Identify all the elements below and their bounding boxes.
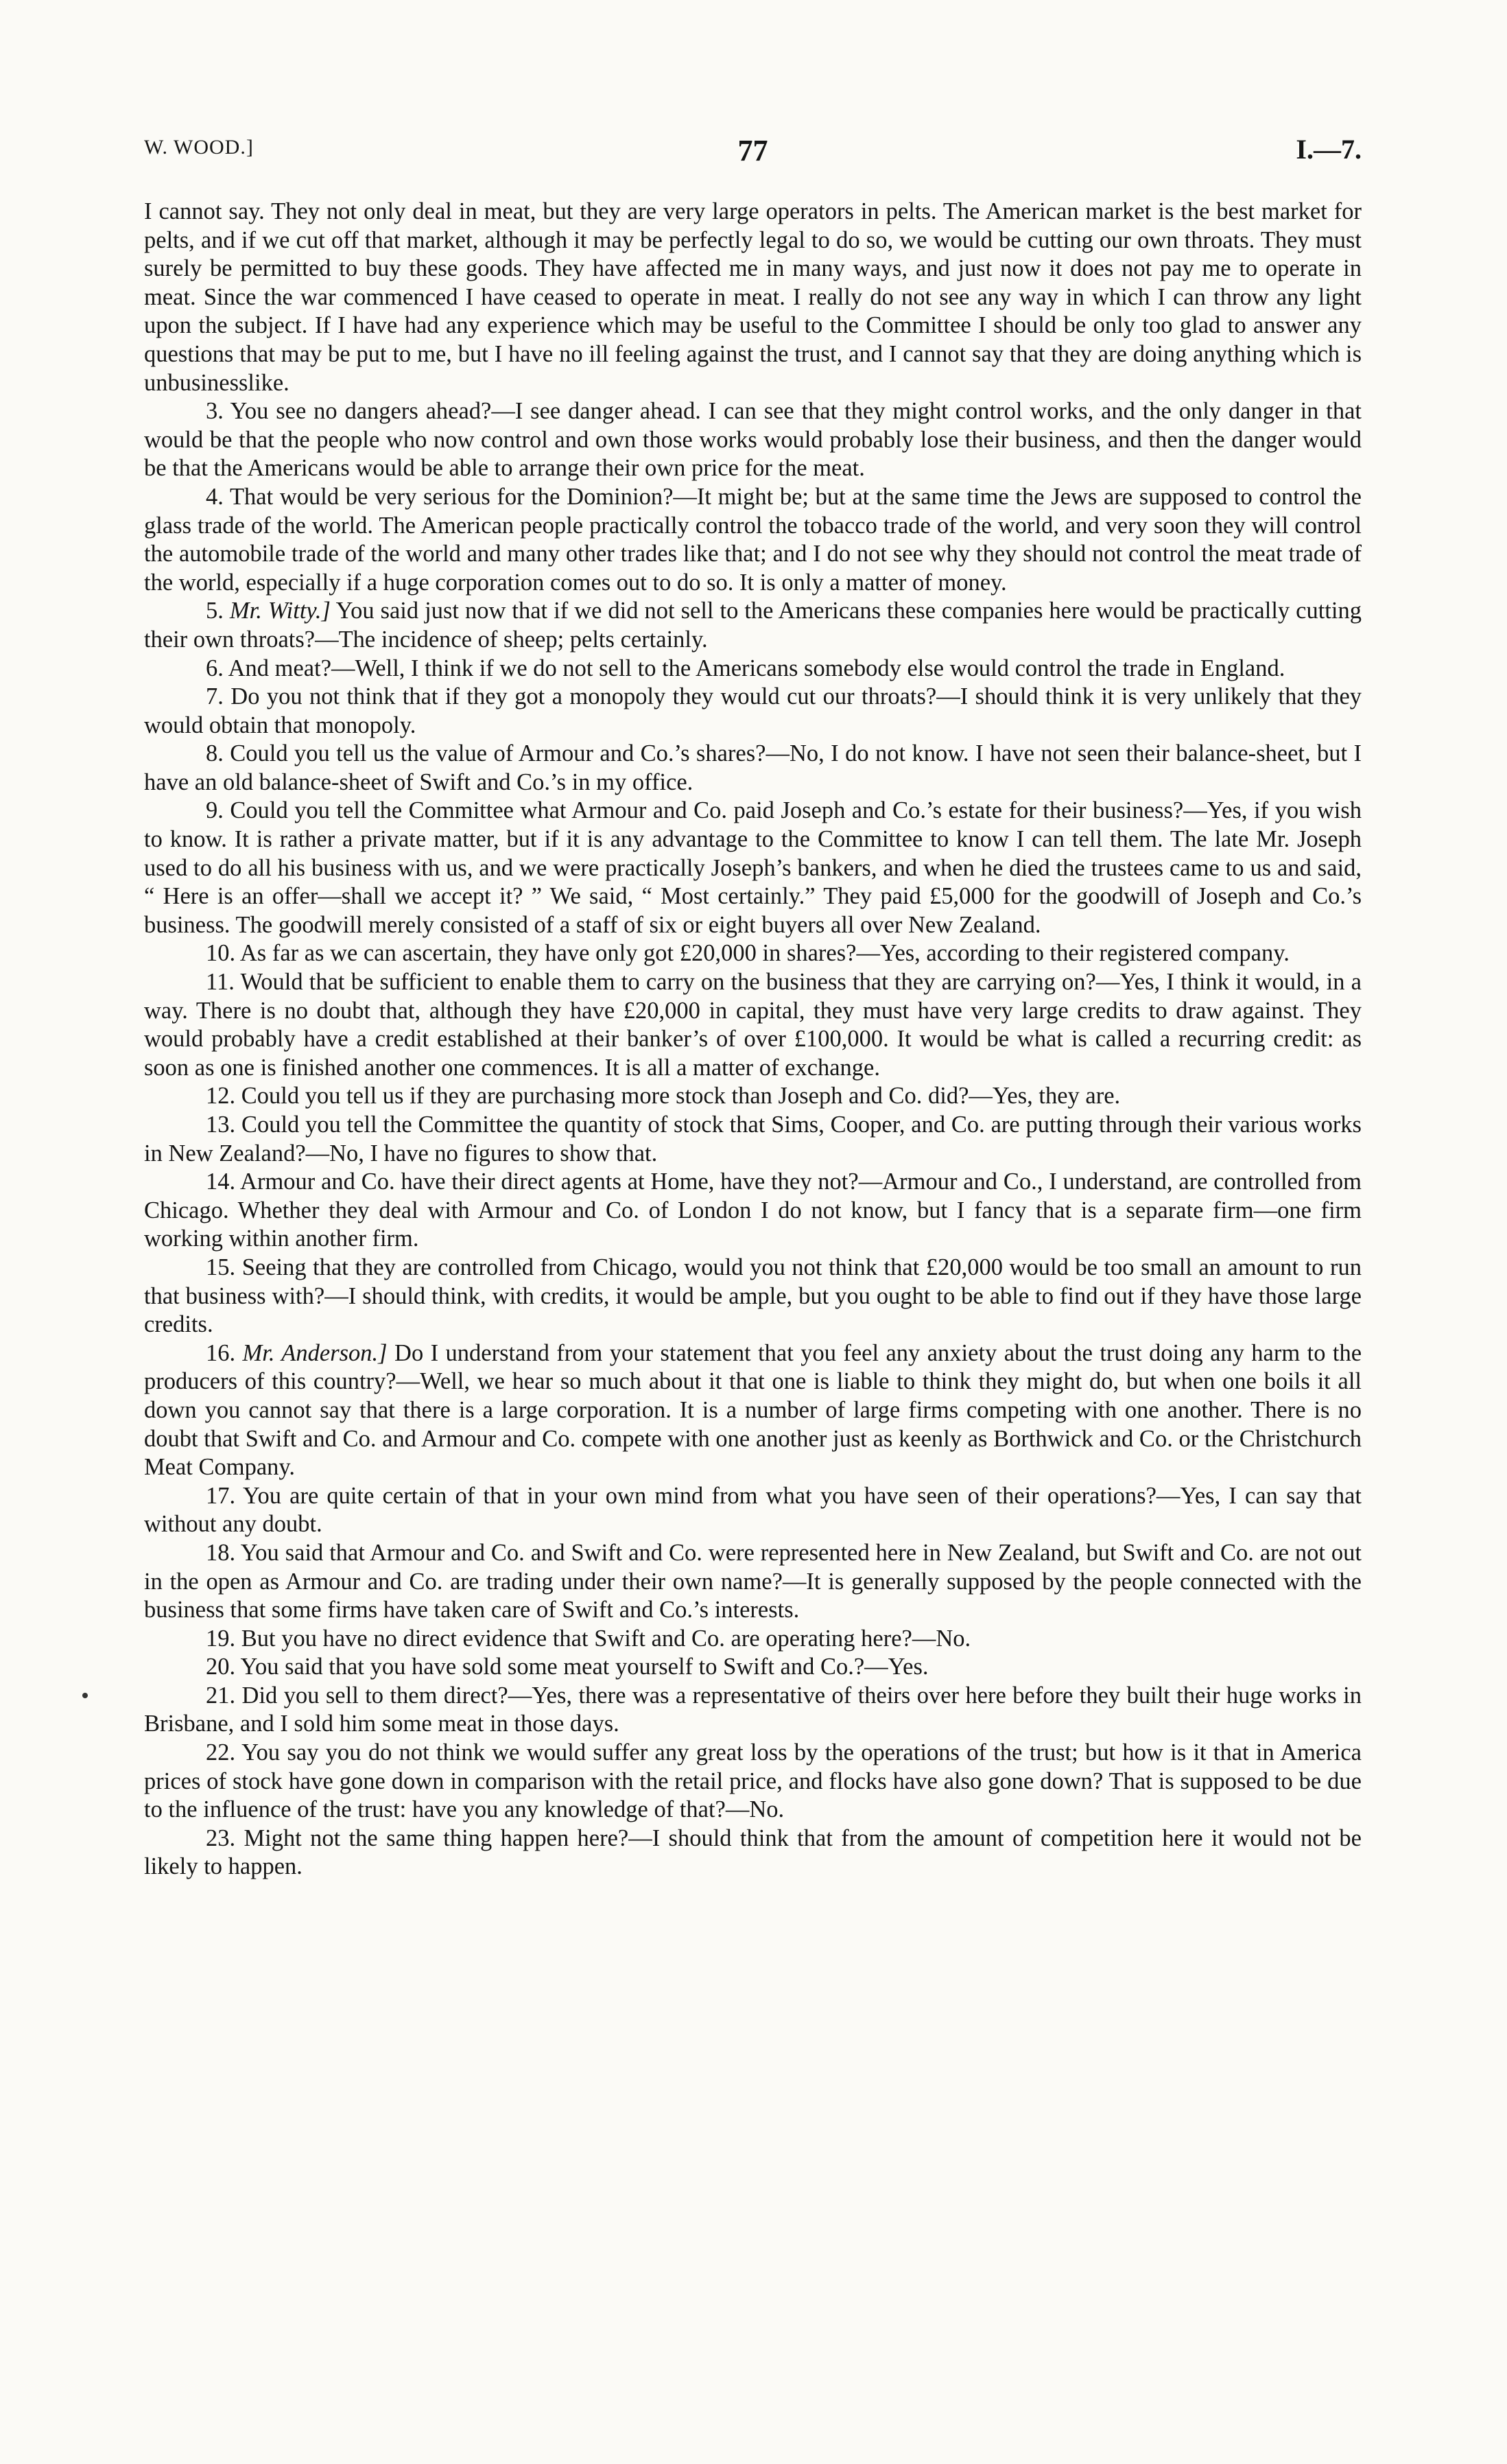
paragraph-text: You said that Armour and Co. and Swift and Co. were represented here in New Zealand, but Swift and Co. are not out in the open as Armour and Co. are trading under their own name?—It is generally supposed by the people connected with the business that some firms have taken care of Swift and Co.’s interests. [144,1539,1362,1623]
question-number: 13. [206,1112,236,1138]
paragraph [144,740,1362,797]
paragraph-text: Do I understand from your statement that you feel any anxiety about the trust doing any harm to the producers of this country?—Well, we hear so much about it that one is liable to think they might do, but when one boils it all down you cannot say that there is a large corporation. It is a number of large firms competing with one another. There is no doubt that Swift and Co. and Armour and Co. compete with one another just as keenly as Borthwick and Co. or the Christchurch Meat Company. [144,1339,1362,1481]
question-number: 3. [206,398,224,425]
paragraph-text: Could you tell us the value of Armour and Co.’s shares?—No, I do not know. I have not seen their balance-sheet, but I have an old balance-sheet of Swift and Co.’s in my office. [144,740,1362,795]
paragraph-text: You say you do not think we would suffer any great loss by the operations of the trust; but how is it that in America prices of stock have gone down in comparison with the retail price, and flocks have also gone down? That is supposed to be due to the influence of the trust: have you any knowledge of that?—No. [144,1739,1362,1823]
question-number: 23. [206,1824,236,1851]
paragraph [144,198,1362,397]
paragraph [144,1539,1362,1625]
question-number: 14. [206,1169,236,1195]
margin-dot [82,1693,88,1698]
paragraph-text: You see no dangers ahead?—I see danger ahead. I can see that they might control works, and the only danger in that would be that the people who now control and own those works would probably lose their business, and then the danger would be that the Americans would be able to arrange their own price for the meat. [144,398,1362,482]
paragraph-text: And meat?—Well, I think if we do not sell to the Americans somebody else would control the trade in England. [228,655,1285,681]
paragraph [144,1653,1362,1682]
question-number: 18. [206,1539,236,1566]
question-number: 15. [206,1254,236,1280]
paragraph [144,1625,1362,1654]
paragraph-text: Would that be sufficient to enable them to carry on the business that they are carrying on?—Yes, I think it would, in a way. There is no doubt that, although they have £20,000 in capital, they must have very large credits to draw against. They would probably have a credit established at their banker’s of over £100,000. It would be what is called a recurring credit: as soon as one is finished another one commences. It is all a matter of exchange. [144,969,1362,1081]
question-number: 7. [206,683,224,710]
paragraph-text: Seeing that they are controlled from Chicago, would you not think that £20,000 would be too small an amount to run that business with?—I should think, with credits, it would be ample, but you ought to be able to find out if they have those large credits. [144,1254,1362,1338]
page-number: 77 [737,134,768,167]
paragraph [144,1682,1362,1739]
paragraph [144,483,1362,597]
paragraph-text: Could you tell the Committee what Armour and Co. paid Joseph and Co.’s estate for their business?—Yes, if you wish to know. It is rather a private matter, but if it is any advantage to the Committee to know I can tell them. The late Mr. Joseph used to do all his business with us, and we were practically Joseph’s bankers, and when he died the trustees came to us and said, “ Here is an offer—shall we accept it? ” We said, “ Most certainly.” They paid £5,000 for the goodwill of Joseph and Co.’s business. The goodwill merely consisted of a staff of six or eight buyers all over New Zealand. [144,797,1362,938]
paragraph [144,1482,1362,1539]
document-body [144,198,1362,1881]
paragraph [144,597,1362,654]
paragraph-text: But you have no direct evidence that Swift and Co. are operating here?—No. [241,1625,971,1652]
question-number: 10. [206,940,236,967]
question-number: 11. [206,969,235,996]
paragraph-text: Did you sell to them direct?—Yes, there was a representative of theirs over here before they built their huge works in Brisbane, and I sold him some meat in those days. [144,1682,1362,1737]
paragraph-text: Do you not think that if they got a monopoly they would cut our throats?—I should think it is very unlikely that they would obtain that monopoly. [144,683,1362,738]
paragraph-text: You said just now that if we did not sell to the Americans these companies here would be practically cutting their own throats?—The incidence of sheep; pelts certainly. [144,598,1362,653]
question-number: 4. [206,483,224,510]
document-reference: I.—7. [1296,134,1362,165]
speaker-name: Mr. Witty.] [229,598,331,624]
witness-name: W. WOOD.] [144,136,254,159]
paragraph [144,1254,1362,1339]
question-number: 12. [206,1083,236,1110]
paragraph [144,1111,1362,1168]
paragraph [144,939,1362,968]
paragraph-text: As far as we can ascertain, they have only got £20,000 in shares?—Yes, according to their registered company. [239,940,1290,967]
question-number: 6. [206,655,224,681]
question-number: 19. [206,1625,236,1652]
paragraph [144,1082,1362,1111]
page-header [144,136,1362,177]
question-number: 9. [206,797,224,824]
question-number: 8. [206,740,224,767]
paragraph [144,655,1362,683]
paragraph [144,1739,1362,1824]
paragraph [144,683,1362,740]
paragraph-text: You said that you have sold some meat yourself to Swift and Co.?—Yes. [240,1654,929,1680]
question-number: 20. [206,1654,236,1680]
paragraph [144,797,1362,939]
paragraph [144,1824,1362,1881]
paragraph [144,1168,1362,1254]
question-number: 5. [206,598,224,624]
paragraph-text: You are quite certain of that in your own mind from what you have seen of their operations?—Yes, I can say that without any doubt. [144,1482,1362,1538]
paragraph [144,1339,1362,1482]
question-number: 16. [206,1339,236,1366]
question-number: 21. [206,1682,236,1709]
paragraph [144,968,1362,1082]
speaker-name: Mr. Anderson.] [242,1339,388,1366]
paragraph-text: Could you tell us if they are purchasing more stock than Joseph and Co. did?—Yes, they are. [241,1083,1121,1110]
paragraph [144,397,1362,483]
paragraph-text: Could you tell the Committee the quantity of stock that Sims, Cooper, and Co. are putting through their various works in New Zealand?—No, I have no figures to show that. [144,1112,1362,1166]
paragraph-text: I cannot say. They not only deal in meat, but they are very large operators in pelts. The American market is the best market for pelts, and if we cut off that market, although it may be perfectly legal to do so, we would be cutting our own throats. They must surely be permitted to buy these goods. They have affected me in many ways, and just now it does not pay me to operate in meat. Since the war commenced I have ceased to operate in meat. I really do not see any way in which I can throw any light upon the subject. If I have had any experience which may be useful to the Committee I should be only too glad to answer any questions that may be put to me, but I have no ill feeling against the trust, and I cannot say that they are doing anything which is unbusinesslike. [144,198,1362,396]
question-number: 17. [206,1482,236,1509]
paragraph-text: That would be very serious for the Dominion?—It might be; but at the same time the Jews are supposed to control the glass trade of the world. The American people practically control the tobacco trade of the world, and very soon they will control the automobile trade of the world and many other trades like that; and I do not see why they should not control the meat trade of the world, especially if a huge corporation comes out to do so. It is only a matter of money. [144,483,1362,596]
question-number: 22. [206,1739,236,1766]
paragraph-text: Armour and Co. have their direct agents at Home, have they not?—Armour and Co., I understand, are controlled from Chicago. Whether they deal with Armour and Co. of London I do not know, but I fancy that is a separate firm—one firm working within another firm. [144,1169,1362,1252]
paragraph-text: Might not the same thing happen here?—I should think that from the amount of competition here it would not be likely to happen. [144,1824,1362,1880]
